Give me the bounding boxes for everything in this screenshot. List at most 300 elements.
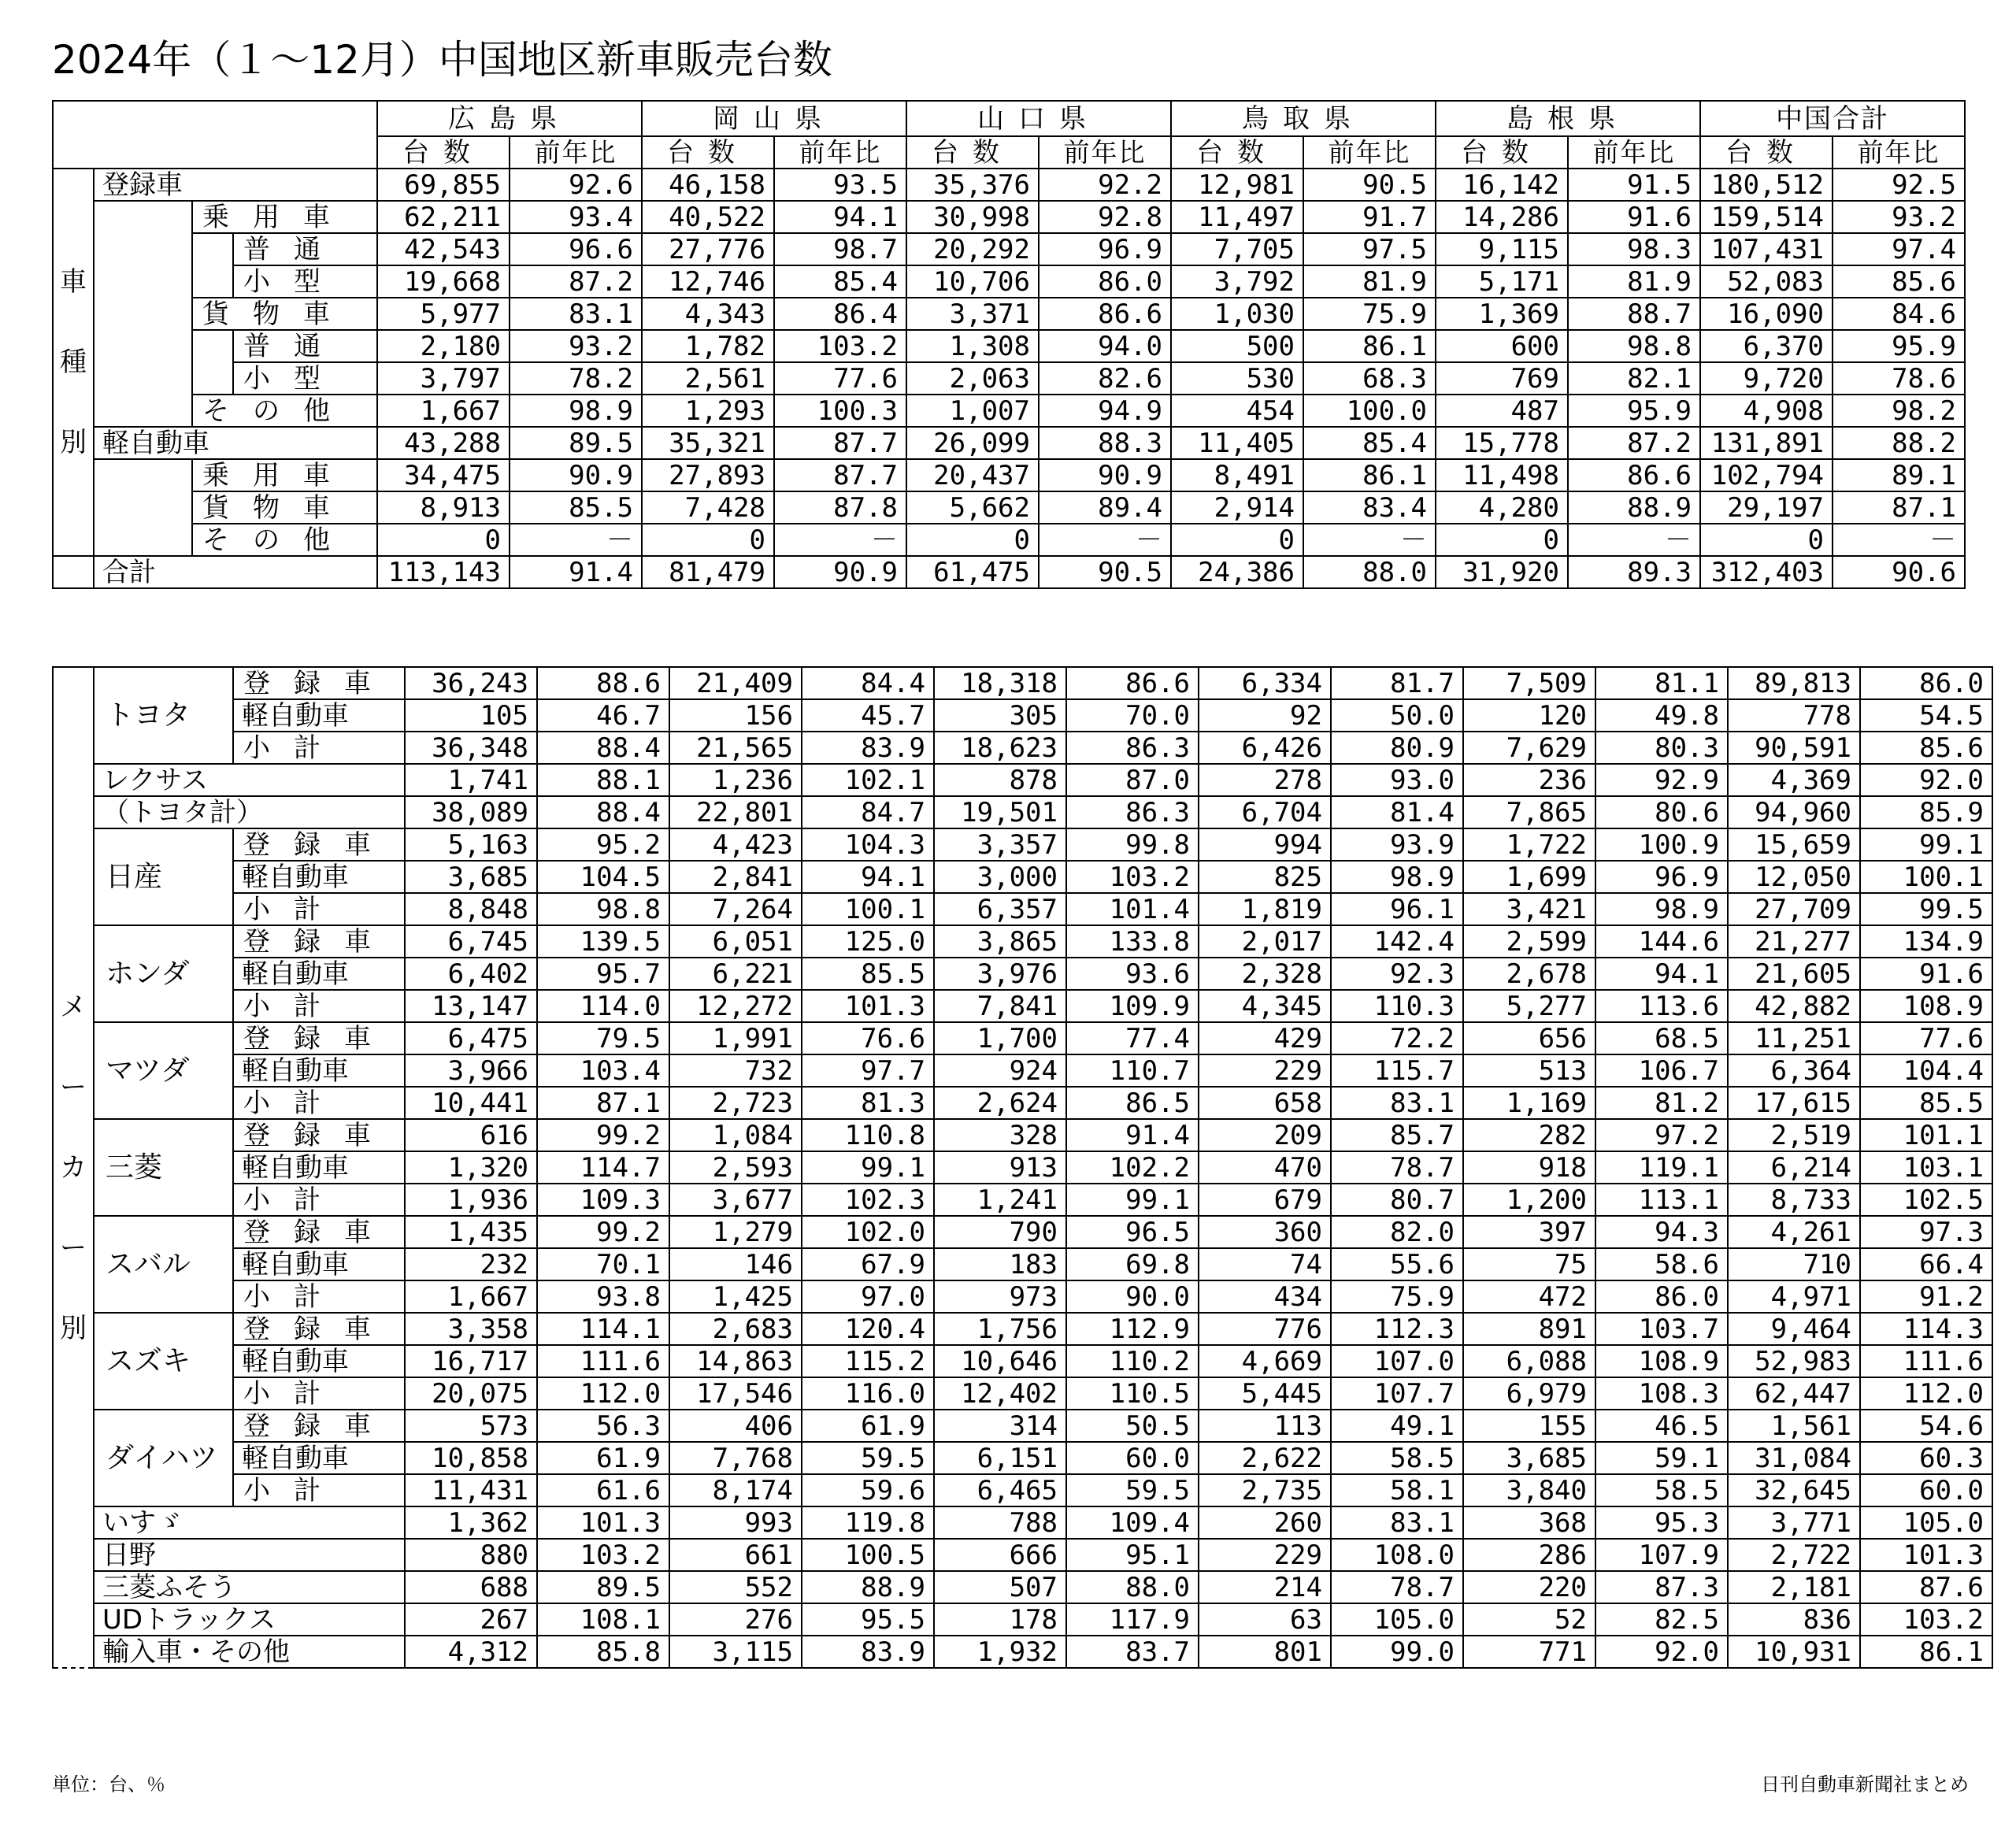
label-text: 乗用車 — [202, 459, 354, 491]
count-cell: 2,519 — [1728, 1119, 1860, 1151]
count-cell: 286 — [1463, 1539, 1595, 1571]
ratio-cell: 116.0 — [802, 1377, 934, 1410]
count-cell: 7,768 — [669, 1442, 802, 1474]
ratio-cell: 76.6 — [802, 1022, 934, 1054]
count-cell: 679 — [1199, 1184, 1331, 1216]
count-cell: 21,605 — [1728, 958, 1860, 990]
table-row — [53, 764, 1992, 796]
ratio-cell: － — [1568, 524, 1700, 556]
ratio-cell: 114.0 — [537, 990, 669, 1022]
ratio-cell: 92.5 — [1833, 169, 1965, 201]
ratio-cell: 94.1 — [802, 861, 934, 893]
ratio-cell: 86.0 — [1039, 265, 1171, 298]
sub-label: 軽自動車 — [233, 958, 405, 990]
ratio-cell: 100.9 — [1595, 828, 1728, 861]
count-cell: 6,357 — [934, 893, 1066, 925]
ratio-cell: 103.2 — [1860, 1603, 1992, 1636]
ratio-cell: 87.2 — [510, 265, 642, 298]
table-row — [53, 298, 1965, 330]
count-cell: 17,615 — [1728, 1087, 1860, 1119]
ratio-cell: 144.6 — [1595, 925, 1728, 958]
ratio-cell: 95.9 — [1568, 395, 1700, 427]
table-row — [53, 1571, 1992, 1603]
ratio-cell: 86.4 — [774, 298, 906, 330]
vehicle-type-table — [52, 100, 1966, 589]
count-cell: 1,169 — [1463, 1087, 1595, 1119]
ratio-cell: 94.9 — [1039, 395, 1171, 427]
count-cell: 3,358 — [405, 1313, 537, 1345]
count-cell: 328 — [934, 1119, 1066, 1151]
ratio-cell: 115.2 — [802, 1345, 934, 1377]
ratio-cell: 87.6 — [1860, 1571, 1992, 1603]
count-cell: 513 — [1463, 1054, 1595, 1087]
count-cell: 18,623 — [934, 732, 1066, 764]
source-note: 日刊自動車新聞社まとめ — [1761, 1773, 1969, 1795]
ratio-cell: 81.2 — [1595, 1087, 1728, 1119]
count-cell: 11,498 — [1436, 459, 1568, 491]
maker-label: 日野 — [94, 1539, 405, 1571]
ratio-cell: 60.0 — [1860, 1474, 1992, 1506]
ratio-cell: 99.1 — [1860, 828, 1992, 861]
ratio-cell: 58.5 — [1595, 1474, 1728, 1506]
ratio-cell: 88.1 — [537, 764, 669, 796]
count-cell: 6,334 — [1199, 667, 1331, 699]
ratio-cell: 86.1 — [1860, 1636, 1992, 1668]
ratio-cell: － — [1303, 524, 1436, 556]
table-row — [53, 1442, 1992, 1474]
count-cell: 5,662 — [906, 491, 1039, 524]
count-cell: 3,685 — [405, 861, 537, 893]
ratio-cell: 85.5 — [802, 958, 934, 990]
count-cell: 3,797 — [377, 362, 510, 395]
ratio-cell: 55.6 — [1331, 1248, 1463, 1280]
count-cell: 17,546 — [669, 1377, 802, 1410]
ratio-cell: 89.5 — [510, 427, 642, 459]
table-row — [53, 201, 1965, 233]
table-row — [53, 1345, 1992, 1377]
table-row — [53, 1280, 1992, 1313]
region-header: 鳥取県 — [1171, 101, 1436, 136]
maker-label: レクサス — [94, 764, 405, 796]
count-cell: 878 — [934, 764, 1066, 796]
label-text: 登録車 — [243, 925, 395, 958]
ratio-cell: 82.0 — [1331, 1216, 1463, 1248]
count-cell: 11,405 — [1171, 427, 1303, 459]
label-text: 登録車 — [243, 828, 395, 861]
table-row — [53, 1087, 1992, 1119]
count-cell: 89,813 — [1728, 667, 1860, 699]
ratio-cell: 87.7 — [774, 427, 906, 459]
label-text: 小計 — [243, 990, 344, 1022]
count-cell: 2,328 — [1199, 958, 1331, 990]
count-cell: 2,678 — [1463, 958, 1595, 990]
count-cell: 8,174 — [669, 1474, 802, 1506]
ratio-cell: 110.2 — [1066, 1345, 1199, 1377]
spread-label — [242, 1087, 396, 1119]
count-cell: 63 — [1199, 1603, 1331, 1636]
count-cell: 1,561 — [1728, 1410, 1860, 1442]
count-header: 台数 — [906, 136, 1039, 169]
spread-label — [242, 1410, 396, 1442]
ratio-cell: 85.4 — [1303, 427, 1436, 459]
count-cell: 616 — [405, 1119, 537, 1151]
count-cell: 360 — [1199, 1216, 1331, 1248]
maker-label: マツダ — [94, 1022, 233, 1119]
count-cell: 470 — [1199, 1151, 1331, 1184]
ratio-cell: 61.9 — [537, 1442, 669, 1474]
count-cell: 278 — [1199, 764, 1331, 796]
ratio-cell: 99.1 — [1066, 1184, 1199, 1216]
ratio-cell: 96.1 — [1331, 893, 1463, 925]
spread-label — [242, 667, 396, 699]
count-cell: 0 — [1700, 524, 1833, 556]
count-cell: 314 — [934, 1410, 1066, 1442]
count-cell: 1,293 — [642, 395, 774, 427]
count-cell: 1,932 — [934, 1636, 1066, 1668]
count-cell: 31,920 — [1436, 556, 1568, 588]
count-cell: 35,321 — [642, 427, 774, 459]
ratio-header: 前年比 — [1039, 136, 1171, 169]
indent — [94, 201, 192, 233]
ratio-cell: 107.0 — [1331, 1345, 1463, 1377]
count-cell: 3,865 — [934, 925, 1066, 958]
category-label — [192, 395, 377, 427]
ratio-cell: 96.6 — [510, 233, 642, 265]
ratio-cell: 102.0 — [802, 1216, 934, 1248]
ratio-cell: 87.1 — [1833, 491, 1965, 524]
category-label — [192, 201, 377, 233]
count-cell: 1,700 — [934, 1022, 1066, 1054]
count-cell: 1,236 — [669, 764, 802, 796]
header-blank — [53, 101, 377, 169]
ratio-cell: 98.9 — [1331, 861, 1463, 893]
ratio-cell: 97.7 — [802, 1054, 934, 1087]
count-cell: 15,659 — [1728, 828, 1860, 861]
count-cell: 0 — [1436, 524, 1568, 556]
count-cell: 1,320 — [405, 1151, 537, 1184]
ratio-cell: 114.7 — [537, 1151, 669, 1184]
count-cell: 229 — [1199, 1054, 1331, 1087]
ratio-cell: 61.9 — [802, 1410, 934, 1442]
count-cell: 4,369 — [1728, 764, 1860, 796]
count-cell: 1,991 — [669, 1022, 802, 1054]
count-cell: 6,088 — [1463, 1345, 1595, 1377]
ratio-cell: 112.3 — [1331, 1313, 1463, 1345]
count-cell: 771 — [1463, 1636, 1595, 1668]
count-cell: 1,936 — [405, 1184, 537, 1216]
count-cell: 178 — [934, 1603, 1066, 1636]
ratio-cell: 96.5 — [1066, 1216, 1199, 1248]
count-cell: 1,279 — [669, 1216, 802, 1248]
spread-label — [201, 395, 369, 427]
ratio-cell: 88.4 — [537, 732, 669, 764]
ratio-cell: 82.6 — [1039, 362, 1171, 395]
ratio-cell: 78.7 — [1331, 1151, 1463, 1184]
ratio-cell: 90.5 — [1039, 556, 1171, 588]
spread-label — [201, 459, 369, 491]
sub-label — [233, 1184, 405, 1216]
ratio-cell: 83.4 — [1303, 491, 1436, 524]
label-text: 登録車 — [243, 1410, 395, 1442]
count-cell: 3,357 — [934, 828, 1066, 861]
sub-label — [233, 828, 405, 861]
ratio-cell: 54.5 — [1860, 699, 1992, 732]
table-row — [53, 1377, 1992, 1410]
count-cell: 6,704 — [1199, 796, 1331, 828]
ratio-cell: － — [1833, 524, 1965, 556]
table-row — [53, 1216, 1992, 1248]
count-cell: 11,251 — [1728, 1022, 1860, 1054]
ratio-cell: 100.1 — [802, 893, 934, 925]
count-cell: 113 — [1199, 1410, 1331, 1442]
table-row — [53, 330, 1965, 362]
ratio-cell: 113.1 — [1595, 1184, 1728, 1216]
count-cell: 3,840 — [1463, 1474, 1595, 1506]
count-cell: 209 — [1199, 1119, 1331, 1151]
sub-label — [233, 893, 405, 925]
count-cell: 21,277 — [1728, 925, 1860, 958]
count-cell: 2,593 — [669, 1151, 802, 1184]
count-cell: 105 — [405, 699, 537, 732]
count-cell: 62,447 — [1728, 1377, 1860, 1410]
count-cell: 688 — [405, 1571, 537, 1603]
ratio-cell: 92.0 — [1860, 764, 1992, 796]
table-row — [53, 1636, 1992, 1668]
ratio-cell: 85.8 — [537, 1636, 669, 1668]
maker-label: いすゞ — [94, 1506, 405, 1539]
ratio-cell: 78.2 — [510, 362, 642, 395]
count-cell: 90,591 — [1728, 732, 1860, 764]
count-cell: 74 — [1199, 1248, 1331, 1280]
count-cell: 5,171 — [1436, 265, 1568, 298]
count-cell: 16,142 — [1436, 169, 1568, 201]
label-text: 貨物車 — [202, 298, 354, 330]
spread-label — [201, 524, 369, 556]
count-cell: 993 — [669, 1506, 802, 1539]
ratio-cell: 103.4 — [537, 1054, 669, 1087]
ratio-cell: 104.3 — [802, 828, 934, 861]
count-cell: 487 — [1436, 395, 1568, 427]
label-text: 登録車 — [243, 667, 395, 699]
table-row — [53, 1603, 1992, 1636]
count-header: 台数 — [1700, 136, 1833, 169]
count-cell: 1,030 — [1171, 298, 1303, 330]
ratio-cell: 90.5 — [1303, 169, 1436, 201]
count-cell: 973 — [934, 1280, 1066, 1313]
count-cell: 1,756 — [934, 1313, 1066, 1345]
count-cell: 12,981 — [1171, 169, 1303, 201]
ratio-cell: 101.3 — [1860, 1539, 1992, 1571]
ratio-cell: 108.9 — [1595, 1345, 1728, 1377]
count-cell: 34,475 — [377, 459, 510, 491]
category-label — [192, 491, 377, 524]
count-cell: 4,343 — [642, 298, 774, 330]
ratio-cell: 115.7 — [1331, 1054, 1463, 1087]
count-cell: 0 — [642, 524, 774, 556]
ratio-cell: 70.0 — [1066, 699, 1199, 732]
maker-label: トヨタ — [94, 667, 233, 764]
label-text: 貨物車 — [202, 491, 354, 524]
ratio-cell: 86.3 — [1066, 732, 1199, 764]
count-cell: 4,423 — [669, 828, 802, 861]
table-row — [53, 459, 1965, 491]
ratio-cell: 85.5 — [1860, 1087, 1992, 1119]
count-cell: 8,913 — [377, 491, 510, 524]
category-label — [233, 265, 377, 298]
count-cell: 836 — [1728, 1603, 1860, 1636]
count-cell: 880 — [405, 1539, 537, 1571]
ratio-cell: 95.1 — [1066, 1539, 1199, 1571]
ratio-cell: 46.5 — [1595, 1410, 1728, 1442]
sub-label — [233, 1377, 405, 1410]
sub-label: 軽自動車 — [233, 1442, 405, 1474]
count-cell: 2,624 — [934, 1087, 1066, 1119]
ratio-cell: 120.4 — [802, 1313, 934, 1345]
count-cell: 790 — [934, 1216, 1066, 1248]
ratio-cell: 86.5 — [1066, 1087, 1199, 1119]
table-row — [53, 491, 1965, 524]
ratio-cell: 106.7 — [1595, 1054, 1728, 1087]
count-cell: 4,280 — [1436, 491, 1568, 524]
count-cell: 32,645 — [1728, 1474, 1860, 1506]
ratio-cell: 72.2 — [1331, 1022, 1463, 1054]
spread-label — [242, 1377, 396, 1410]
sub-label — [233, 1280, 405, 1313]
count-cell: 19,668 — [377, 265, 510, 298]
indent — [94, 491, 192, 524]
ratio-header: 前年比 — [1303, 136, 1436, 169]
indent — [192, 265, 233, 298]
ratio-cell: 85.5 — [510, 491, 642, 524]
count-cell: 2,063 — [906, 362, 1039, 395]
ratio-cell: 125.0 — [802, 925, 934, 958]
ratio-cell: 111.6 — [1860, 1345, 1992, 1377]
label-text: 小型 — [243, 362, 344, 395]
ratio-cell: 80.7 — [1331, 1184, 1463, 1216]
ratio-cell: 110.5 — [1066, 1377, 1199, 1410]
sub-label: 軽自動車 — [233, 699, 405, 732]
count-header: 台数 — [1436, 136, 1568, 169]
count-cell: 4,261 — [1728, 1216, 1860, 1248]
ratio-cell: 58.1 — [1331, 1474, 1463, 1506]
count-cell: 6,979 — [1463, 1377, 1595, 1410]
ratio-cell: 70.1 — [537, 1248, 669, 1280]
ratio-cell: 60.0 — [1066, 1442, 1199, 1474]
ratio-cell: 93.6 — [1066, 958, 1199, 990]
count-cell: 530 — [1171, 362, 1303, 395]
count-cell: 1,308 — [906, 330, 1039, 362]
table-row — [53, 1022, 1992, 1054]
count-cell: 229 — [1199, 1539, 1331, 1571]
ratio-cell: 112.0 — [537, 1377, 669, 1410]
ratio-cell: 95.5 — [802, 1603, 934, 1636]
ratio-cell: 94.0 — [1039, 330, 1171, 362]
ratio-cell: 83.9 — [802, 732, 934, 764]
count-cell: 120 — [1463, 699, 1595, 732]
ratio-cell: 96.9 — [1595, 861, 1728, 893]
ratio-cell: 90.9 — [774, 556, 906, 588]
ratio-cell: 89.3 — [1568, 556, 1700, 588]
table-row — [53, 1248, 1992, 1280]
ratio-cell: 103.2 — [774, 330, 906, 362]
ratio-cell: 89.4 — [1039, 491, 1171, 524]
sub-label — [233, 1410, 405, 1442]
ratio-cell: 112.9 — [1066, 1313, 1199, 1345]
count-cell: 6,364 — [1728, 1054, 1860, 1087]
count-cell: 27,776 — [642, 233, 774, 265]
label-text: 小型 — [243, 265, 344, 298]
ratio-cell: 90.0 — [1066, 1280, 1199, 1313]
label-text: 登録車 — [243, 1313, 395, 1345]
label-text: 小計 — [243, 1280, 344, 1313]
ratio-cell: 95.3 — [1595, 1506, 1728, 1539]
count-cell: 16,717 — [405, 1345, 537, 1377]
ratio-cell: 113.6 — [1595, 990, 1728, 1022]
region-header: 広島県 — [377, 101, 642, 136]
count-cell: 7,841 — [934, 990, 1066, 1022]
ratio-cell: 85.7 — [1331, 1119, 1463, 1151]
ratio-cell: 87.1 — [537, 1087, 669, 1119]
count-cell: 825 — [1199, 861, 1331, 893]
count-cell: 1,722 — [1463, 828, 1595, 861]
count-cell: 24,386 — [1171, 556, 1303, 588]
count-cell: 260 — [1199, 1506, 1331, 1539]
indent — [94, 330, 192, 362]
ratio-cell: 83.1 — [1331, 1087, 1463, 1119]
ratio-cell: 99.2 — [537, 1119, 669, 1151]
count-cell: 6,214 — [1728, 1151, 1860, 1184]
ratio-cell: 77.6 — [774, 362, 906, 395]
count-cell: 113,143 — [377, 556, 510, 588]
region-header: 島根県 — [1436, 101, 1700, 136]
label-text: 小計 — [243, 1474, 344, 1506]
spread-label — [242, 893, 396, 925]
count-cell: 38,089 — [405, 796, 537, 828]
ratio-cell: 110.8 — [802, 1119, 934, 1151]
ratio-cell: 92.9 — [1595, 764, 1728, 796]
table-row — [53, 732, 1992, 764]
count-cell: 12,746 — [642, 265, 774, 298]
count-cell: 0 — [377, 524, 510, 556]
count-cell: 1,200 — [1463, 1184, 1595, 1216]
ratio-cell: 102.3 — [802, 1184, 934, 1216]
table-row — [53, 958, 1992, 990]
count-cell: 27,893 — [642, 459, 774, 491]
table-row — [53, 796, 1992, 828]
count-cell: 7,428 — [642, 491, 774, 524]
indent — [192, 330, 233, 362]
ratio-cell: 82.1 — [1568, 362, 1700, 395]
count-cell: 552 — [669, 1571, 802, 1603]
ratio-cell: － — [774, 524, 906, 556]
spread-label — [242, 1022, 396, 1054]
count-cell: 1,362 — [405, 1506, 537, 1539]
ratio-cell: 101.3 — [802, 990, 934, 1022]
side-label-vehicle-type: 車 種 別 — [53, 169, 94, 556]
count-cell: 27,709 — [1728, 893, 1860, 925]
count-cell: 2,181 — [1728, 1571, 1860, 1603]
count-cell: 5,445 — [1199, 1377, 1331, 1410]
label-text: 登録車 — [243, 1216, 395, 1248]
count-cell: 18,318 — [934, 667, 1066, 699]
ratio-cell: 101.4 — [1066, 893, 1199, 925]
count-cell: 3,685 — [1463, 1442, 1595, 1474]
ratio-cell: 85.6 — [1860, 732, 1992, 764]
count-cell: 1,699 — [1463, 861, 1595, 893]
count-cell: 2,683 — [669, 1313, 802, 1345]
count-cell: 42,543 — [377, 233, 510, 265]
count-cell: 2,841 — [669, 861, 802, 893]
